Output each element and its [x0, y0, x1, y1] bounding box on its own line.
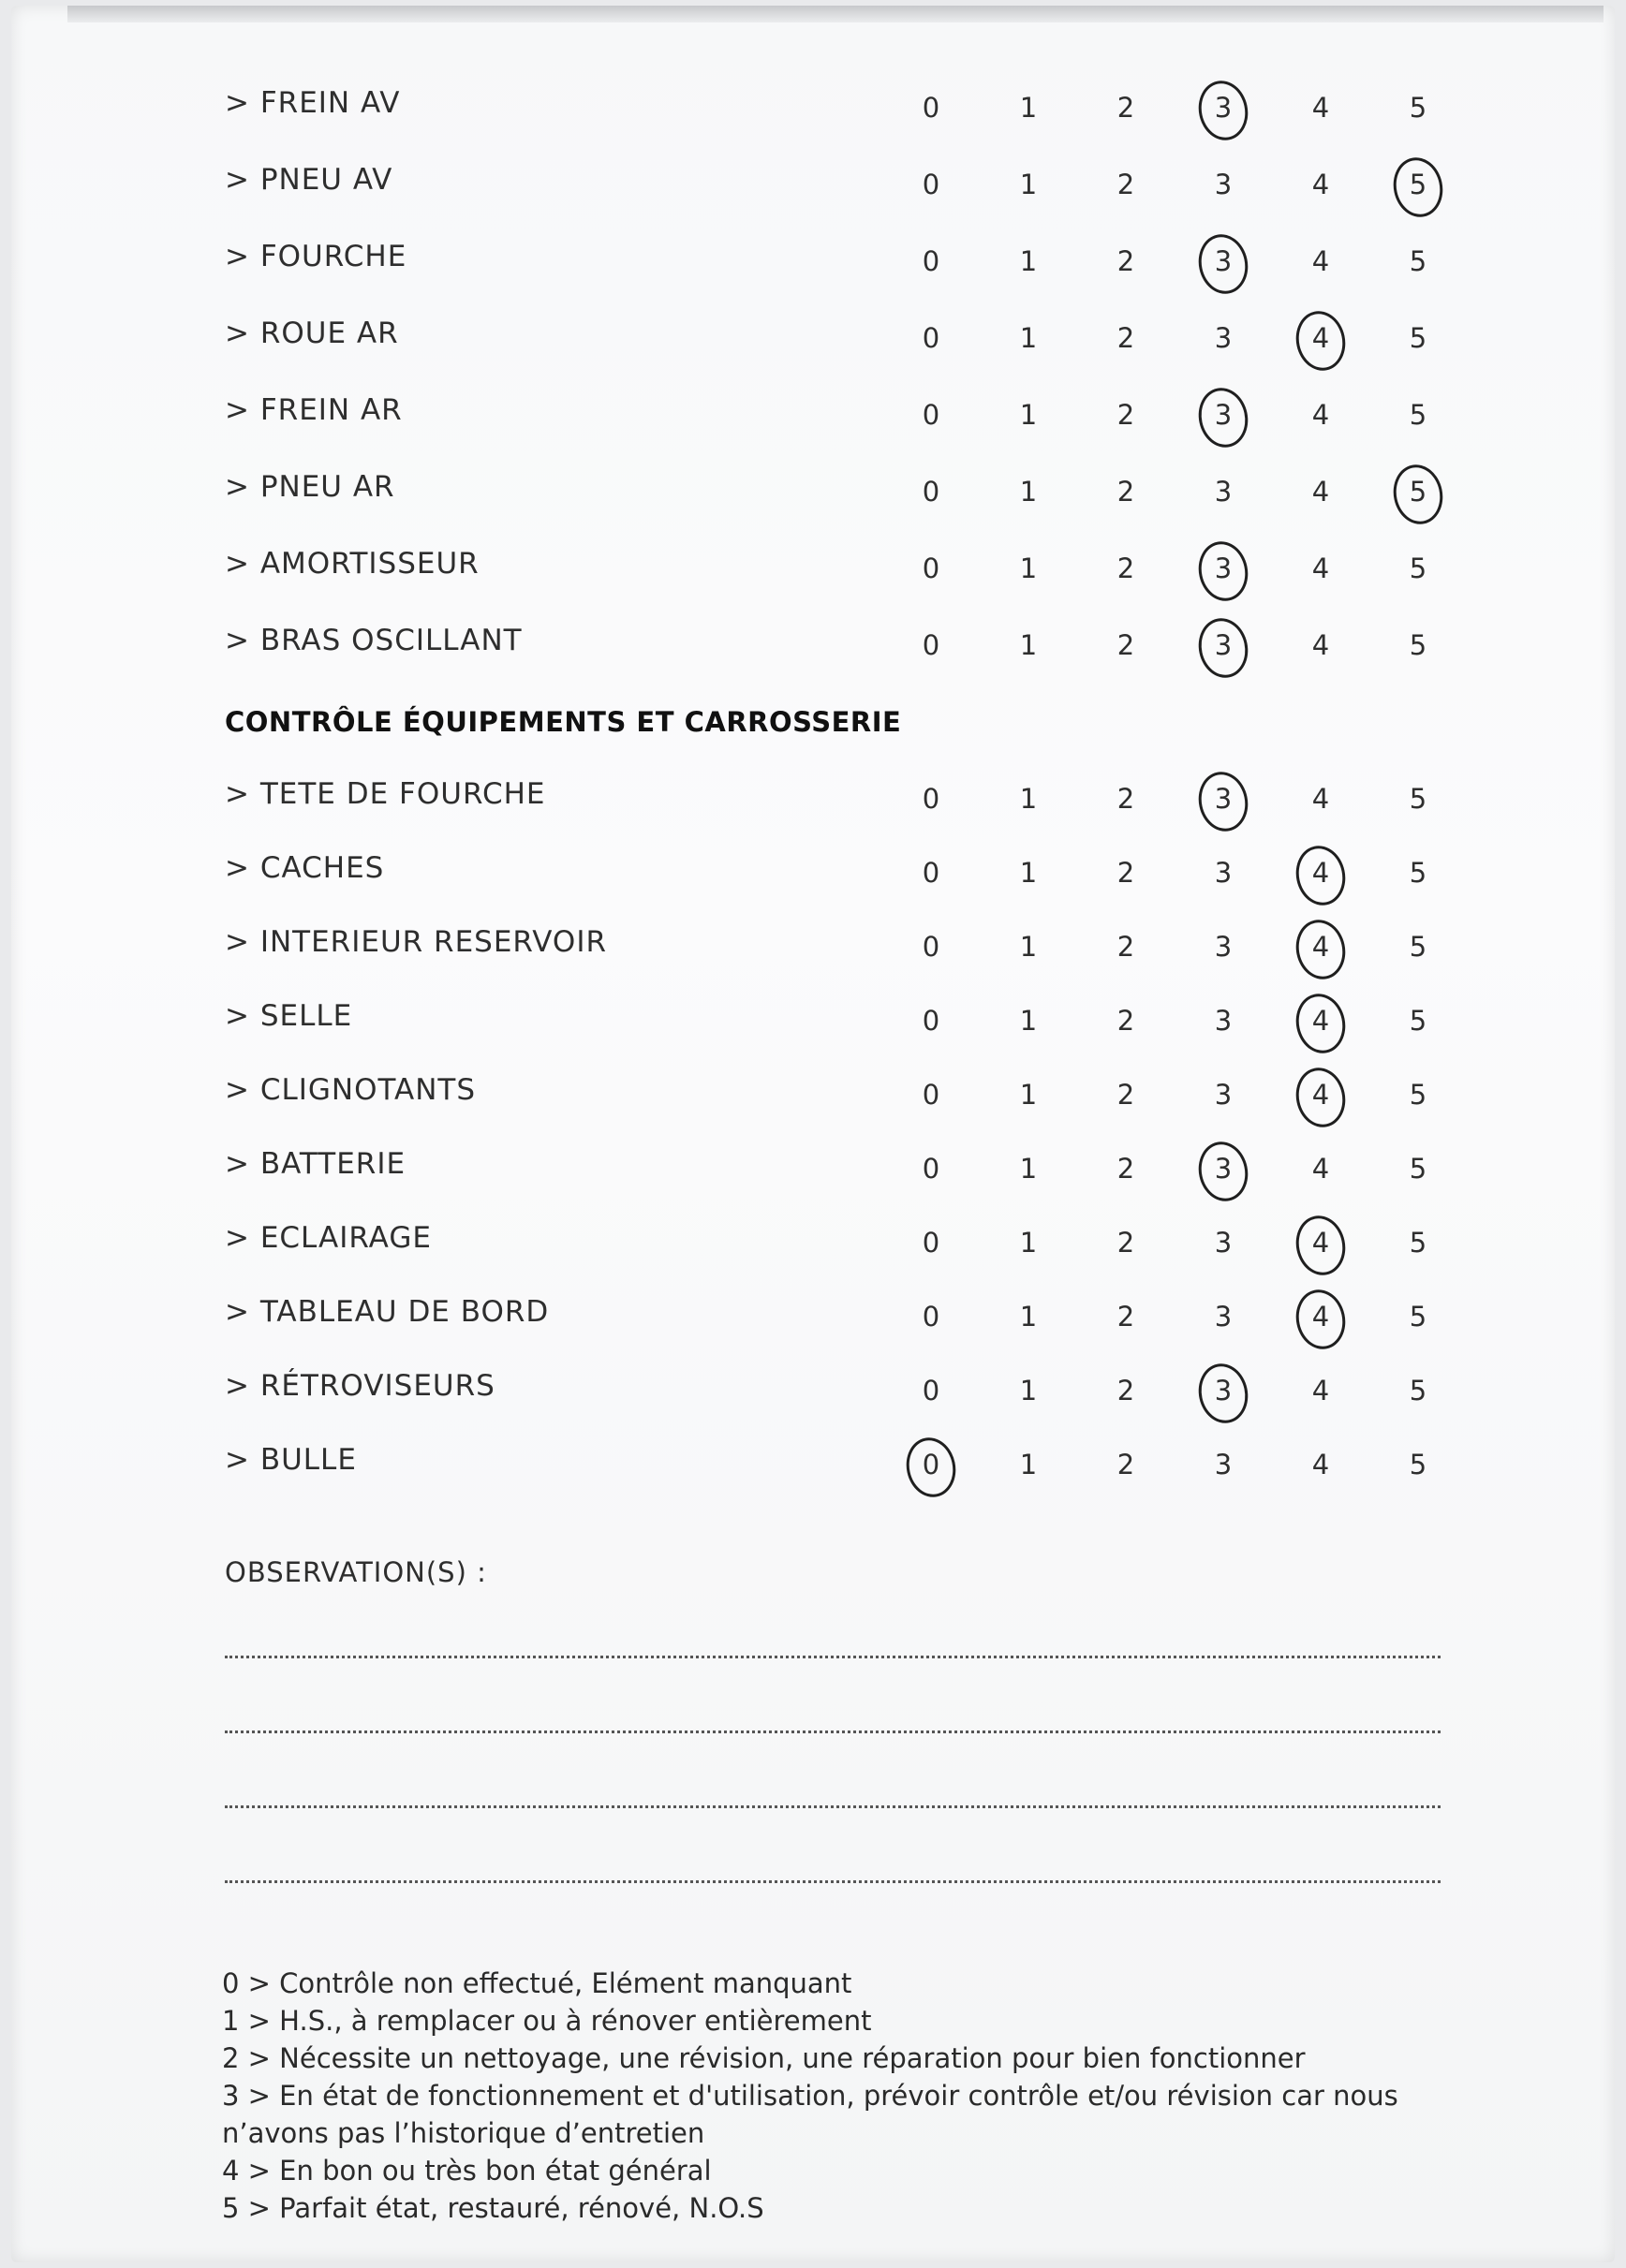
score-option-3[interactable]: 3 [1214, 169, 1233, 200]
score-option-4[interactable]: 4 [1311, 169, 1330, 200]
score-option-3[interactable]: 3 [1214, 1005, 1233, 1037]
legend-item-1: 1 > H.S., à remplacer ou à rénover entièrement [222, 2005, 872, 2037]
score-option-4[interactable]: 4 [1311, 92, 1330, 124]
checklist-row [11, 547, 1626, 603]
score-option-1[interactable]: 1 [1019, 1153, 1038, 1185]
checklist-row [11, 624, 1626, 680]
score-option-1[interactable]: 1 [1019, 857, 1038, 889]
score-option-0[interactable]: 0 [922, 245, 940, 277]
legend-item-0: 0 > Contrôle non effectué, Elément manquant [222, 1967, 852, 1999]
item-label: > ECLAIRAGE [225, 1221, 432, 1255]
score-option-4[interactable]: 4 [1311, 476, 1330, 508]
score-option-1[interactable]: 1 [1019, 783, 1038, 815]
score-option-0[interactable]: 0 [922, 92, 940, 124]
checklist-row [11, 86, 1626, 142]
observations-label: OBSERVATION(S) : [225, 1556, 487, 1588]
score-option-1[interactable]: 1 [1019, 92, 1038, 124]
checklist-row [11, 1369, 1626, 1425]
score-option-4[interactable]: 4 [1311, 399, 1330, 431]
checklist-row [11, 851, 1626, 907]
score-option-5[interactable]: 5 [1409, 1079, 1427, 1111]
score-option-2[interactable]: 2 [1116, 476, 1135, 508]
score-option-1[interactable]: 1 [1019, 399, 1038, 431]
score-option-1[interactable]: 1 [1019, 322, 1038, 354]
score-option-4[interactable]: 4 [1302, 857, 1339, 889]
item-label: > AMORTISSEUR [225, 547, 480, 581]
checklist-row [11, 1221, 1626, 1277]
item-label: > BRAS OSCILLANT [225, 624, 523, 657]
score-option-3[interactable]: 3 [1205, 629, 1242, 661]
score-option-5[interactable]: 5 [1409, 1153, 1427, 1185]
score-option-3[interactable]: 3 [1214, 1227, 1233, 1259]
score-option-5[interactable]: 5 [1409, 931, 1427, 963]
score-option-0[interactable]: 0 [922, 399, 940, 431]
score-option-2[interactable]: 2 [1116, 783, 1135, 815]
score-option-5[interactable]: 5 [1409, 322, 1427, 354]
legend-item-4: 4 > En bon ou très bon état général [222, 2155, 712, 2187]
checklist-row [11, 470, 1626, 526]
checklist-row [11, 393, 1626, 449]
score-option-4[interactable]: 4 [1311, 783, 1330, 815]
score-option-0[interactable]: 0 [922, 1005, 940, 1037]
observation-line-1[interactable] [225, 1656, 1441, 1658]
item-label: > TETE DE FOURCHE [225, 777, 546, 811]
score-option-0[interactable]: 0 [922, 552, 940, 584]
score-option-0[interactable]: 0 [922, 1227, 940, 1259]
checklist-row [11, 163, 1626, 219]
observation-line-4[interactable] [225, 1880, 1441, 1883]
legend-item-2: 2 > Nécessite un nettoyage, une révision, une réparation pour bien fonctionner [222, 2042, 1306, 2074]
score-option-4[interactable]: 4 [1311, 1449, 1330, 1480]
score-option-4[interactable]: 4 [1311, 245, 1330, 277]
item-label: > TABLEAU DE BORD [225, 1295, 550, 1329]
checklist-row [11, 317, 1626, 373]
score-option-2[interactable]: 2 [1116, 857, 1135, 889]
observation-line-2[interactable] [225, 1730, 1441, 1733]
item-label: > INTERIEUR RESERVOIR [225, 925, 608, 959]
score-option-1[interactable]: 1 [1019, 931, 1038, 963]
item-label: > PNEU AV [225, 163, 393, 197]
score-option-3[interactable]: 3 [1214, 1449, 1233, 1480]
item-label: > ROUE AR [225, 317, 399, 350]
item-label: > FOURCHE [225, 240, 407, 273]
score-option-5[interactable]: 5 [1409, 399, 1427, 431]
item-label: > PNEU AR [225, 470, 395, 504]
score-option-3[interactable]: 3 [1214, 476, 1233, 508]
score-option-0[interactable]: 0 [922, 169, 940, 200]
score-option-2[interactable]: 2 [1116, 322, 1135, 354]
score-option-2[interactable]: 2 [1116, 1449, 1135, 1480]
score-option-0[interactable]: 0 [922, 931, 940, 963]
score-option-3[interactable]: 3 [1214, 857, 1233, 889]
legend-item-5: 5 > Parfait état, restauré, rénové, N.O.S [222, 2192, 764, 2224]
rating-legend [222, 1965, 1440, 2227]
score-option-2[interactable]: 2 [1116, 399, 1135, 431]
score-option-0[interactable]: 0 [922, 476, 940, 508]
score-option-1[interactable]: 1 [1019, 1375, 1038, 1406]
score-option-0[interactable]: 0 [922, 857, 940, 889]
score-option-4[interactable]: 4 [1302, 1079, 1339, 1111]
score-option-3[interactable]: 3 [1214, 322, 1233, 354]
score-option-4[interactable]: 4 [1311, 552, 1330, 584]
section-title: CONTRÔLE ÉQUIPEMENTS ET CARROSSERIE [225, 706, 902, 738]
item-label: > CACHES [225, 851, 385, 885]
score-option-4[interactable]: 4 [1302, 322, 1339, 354]
score-option-0[interactable]: 0 [912, 1449, 950, 1480]
score-option-3[interactable]: 3 [1205, 92, 1242, 124]
score-option-2[interactable]: 2 [1116, 552, 1135, 584]
score-option-0[interactable]: 0 [922, 629, 940, 661]
score-option-1[interactable]: 1 [1019, 476, 1038, 508]
checklist-row [11, 1147, 1626, 1203]
item-label: > BULLE [225, 1443, 357, 1477]
score-option-3[interactable]: 3 [1214, 1301, 1233, 1333]
score-option-1[interactable]: 1 [1019, 169, 1038, 200]
score-option-3[interactable]: 3 [1205, 783, 1242, 815]
checklist-row [11, 1073, 1626, 1129]
score-option-0[interactable]: 0 [922, 1375, 940, 1406]
score-option-2[interactable]: 2 [1116, 1153, 1135, 1185]
score-option-3[interactable]: 3 [1214, 931, 1233, 963]
score-option-2[interactable]: 2 [1116, 1227, 1135, 1259]
score-option-1[interactable]: 1 [1019, 629, 1038, 661]
score-option-2[interactable]: 2 [1116, 245, 1135, 277]
score-option-1[interactable]: 1 [1019, 1005, 1038, 1037]
checklist-row [11, 240, 1626, 296]
score-option-4[interactable]: 4 [1302, 1227, 1339, 1259]
score-option-5[interactable]: 5 [1409, 1375, 1427, 1406]
item-label: > BATTERIE [225, 1147, 406, 1181]
score-option-3[interactable]: 3 [1205, 1375, 1242, 1406]
score-option-4[interactable]: 4 [1311, 1153, 1330, 1185]
score-option-5[interactable]: 5 [1409, 783, 1427, 815]
score-option-5[interactable]: 5 [1409, 245, 1427, 277]
score-option-1[interactable]: 1 [1019, 1449, 1038, 1480]
score-option-5[interactable]: 5 [1399, 476, 1437, 508]
score-option-0[interactable]: 0 [922, 1153, 940, 1185]
score-option-5[interactable]: 5 [1399, 169, 1437, 200]
item-label: > SELLE [225, 999, 353, 1033]
score-option-4[interactable]: 4 [1302, 1005, 1339, 1037]
sheet-top-edge [67, 6, 1604, 22]
score-option-1[interactable]: 1 [1019, 1227, 1038, 1259]
score-option-5[interactable]: 5 [1409, 92, 1427, 124]
score-option-5[interactable]: 5 [1409, 552, 1427, 584]
item-label: > FREIN AR [225, 393, 403, 427]
score-option-2[interactable]: 2 [1116, 931, 1135, 963]
score-option-1[interactable]: 1 [1019, 1301, 1038, 1333]
checklist-row [11, 999, 1626, 1055]
checklist-row [11, 1295, 1626, 1351]
checklist-row [11, 777, 1626, 833]
score-option-1[interactable]: 1 [1019, 552, 1038, 584]
observation-line-3[interactable] [225, 1805, 1441, 1808]
score-option-5[interactable]: 5 [1409, 1227, 1427, 1259]
checklist-sheet [11, 6, 1615, 2262]
score-option-3[interactable]: 3 [1205, 245, 1242, 277]
score-option-2[interactable]: 2 [1116, 629, 1135, 661]
score-option-5[interactable]: 5 [1409, 1301, 1427, 1333]
score-option-2[interactable]: 2 [1116, 1375, 1135, 1406]
item-label: > FREIN AV [225, 86, 401, 120]
item-label: > CLIGNOTANTS [225, 1073, 477, 1107]
score-option-4[interactable]: 4 [1311, 1375, 1330, 1406]
score-option-0[interactable]: 0 [922, 322, 940, 354]
score-option-2[interactable]: 2 [1116, 1005, 1135, 1037]
score-option-0[interactable]: 0 [922, 1079, 940, 1111]
score-option-4[interactable]: 4 [1311, 629, 1330, 661]
score-option-5[interactable]: 5 [1409, 1449, 1427, 1480]
score-option-1[interactable]: 1 [1019, 245, 1038, 277]
score-option-0[interactable]: 0 [922, 783, 940, 815]
score-option-2[interactable]: 2 [1116, 1079, 1135, 1111]
score-option-0[interactable]: 0 [922, 1301, 940, 1333]
score-option-3[interactable]: 3 [1214, 1079, 1233, 1111]
checklist-row [11, 1443, 1626, 1499]
score-option-2[interactable]: 2 [1116, 92, 1135, 124]
item-label: > RÉTROVISEURS [225, 1369, 495, 1403]
score-option-5[interactable]: 5 [1409, 629, 1427, 661]
score-option-2[interactable]: 2 [1116, 169, 1135, 200]
score-option-4[interactable]: 4 [1302, 931, 1339, 963]
checklist-row [11, 925, 1626, 981]
score-option-2[interactable]: 2 [1116, 1301, 1135, 1333]
score-option-3[interactable]: 3 [1205, 1153, 1242, 1185]
legend-item-3: 3 > En état de fonctionnement et d'utilisation, prévoir contrôle et/ou révision car nous n’avons pas l’historique d’entretien [222, 2080, 1398, 2149]
score-option-1[interactable]: 1 [1019, 1079, 1038, 1111]
score-option-5[interactable]: 5 [1409, 857, 1427, 889]
score-option-4[interactable]: 4 [1302, 1301, 1339, 1333]
score-option-5[interactable]: 5 [1409, 1005, 1427, 1037]
score-option-3[interactable]: 3 [1205, 552, 1242, 584]
score-option-3[interactable]: 3 [1205, 399, 1242, 431]
